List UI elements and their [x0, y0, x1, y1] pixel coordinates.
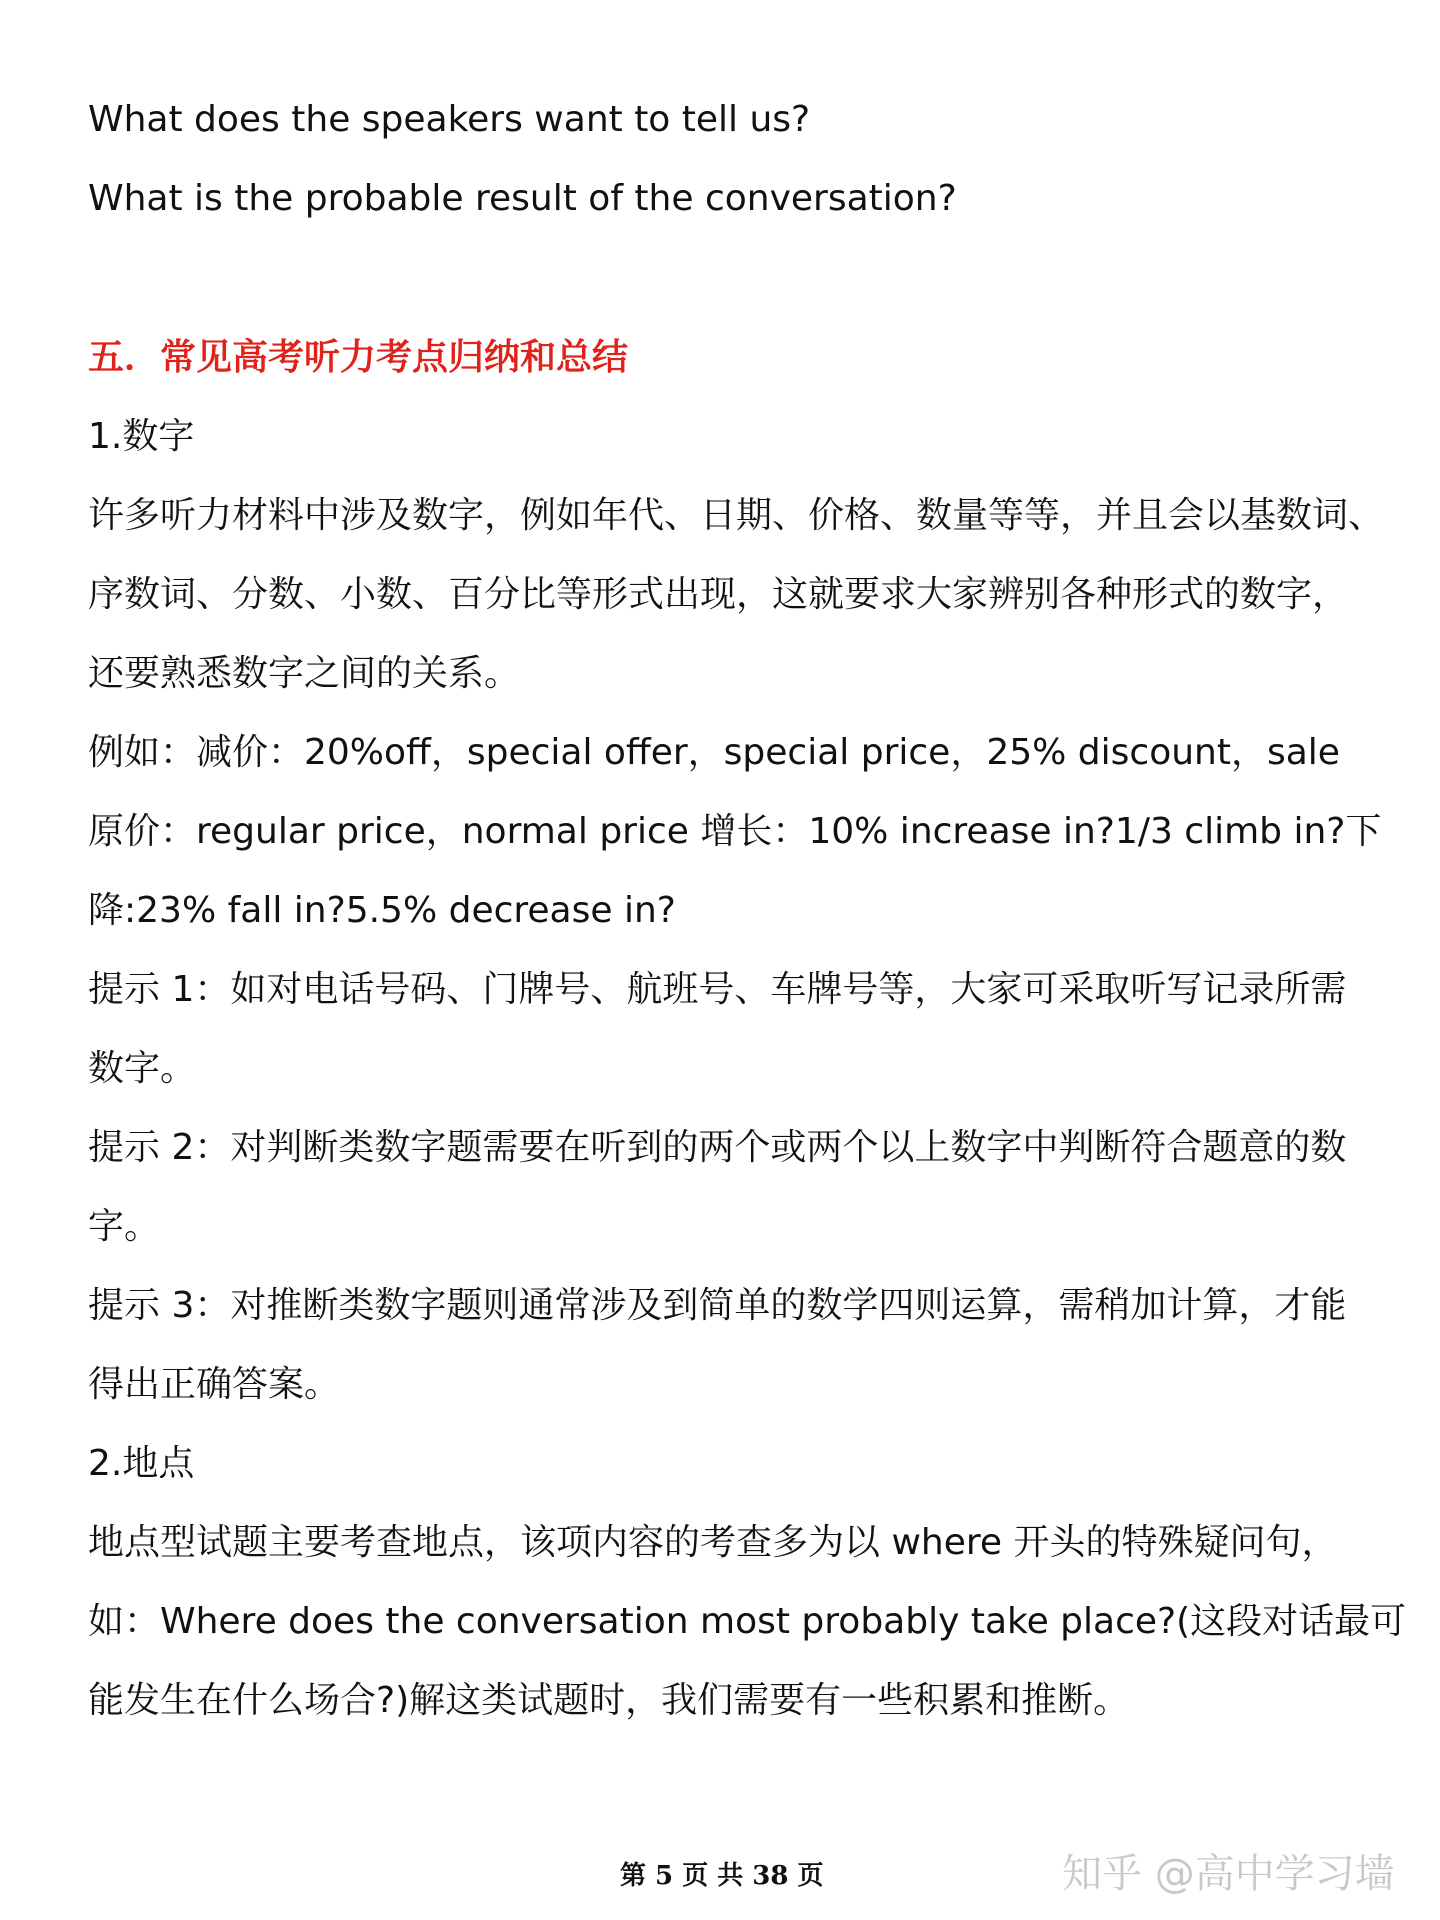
tip-2-line: 提示 2：对判断类数字题需要在听到的两个或两个以上数字中判断符合题意的数	[88, 1127, 1347, 1168]
paragraph-line: 例如：减价：20%off，special offer，special price，25% discount，sale	[88, 732, 1340, 773]
watermark: 知乎 @高中学习墙	[1062, 1851, 1395, 1897]
tip-1-line: 数字。	[88, 1048, 197, 1089]
tip-3-line: 提示 3：对推断类数字题则通常涉及到简单的数学四则运算，需稍加计算，才能	[88, 1285, 1347, 1326]
tip-3-line: 得出正确答案。	[88, 1364, 341, 1405]
paragraph-line: 原价：regular price，normal price 增长：10% increase in?1/3 climb in?下	[88, 811, 1382, 852]
page-number: 第 5 页 共 38 页	[620, 1861, 824, 1891]
paragraph-line: 还要熟悉数字之间的关系。	[88, 653, 521, 694]
question-line-2: What is the probable result of the conversation?	[88, 178, 957, 219]
paragraph-line: 如：Where does the conversation most probably take place?(这段对话最可	[88, 1601, 1407, 1642]
question-line-1: What does the speakers want to tell us?	[88, 99, 811, 140]
paragraph-line: 地点型试题主要考查地点，该项内容的考查多为以 where 开头的特殊疑问句，	[88, 1522, 1338, 1563]
tip-2-line: 字。	[88, 1206, 161, 1247]
section-heading: 五．常见高考听力考点归纳和总结	[88, 337, 629, 378]
paragraph-line: 降:23% fall in?5.5% decrease in?	[88, 890, 676, 931]
subheading-numbers: 1.数字	[88, 416, 195, 457]
paragraph-line: 许多听力材料中涉及数字，例如年代、日期、价格、数量等等，并且会以基数词、	[88, 495, 1385, 536]
paragraph-line: 序数词、分数、小数、百分比等形式出现，这就要求大家辨别各种形式的数字，	[88, 574, 1349, 615]
paragraph-line: 能发生在什么场合?)解这类试题时，我们需要有一些积累和推断。	[88, 1680, 1130, 1721]
tip-1-line: 提示 1：如对电话号码、门牌号、航班号、车牌号等，大家可采取听写记录所需	[88, 969, 1347, 1010]
subheading-location: 2.地点	[88, 1443, 195, 1484]
